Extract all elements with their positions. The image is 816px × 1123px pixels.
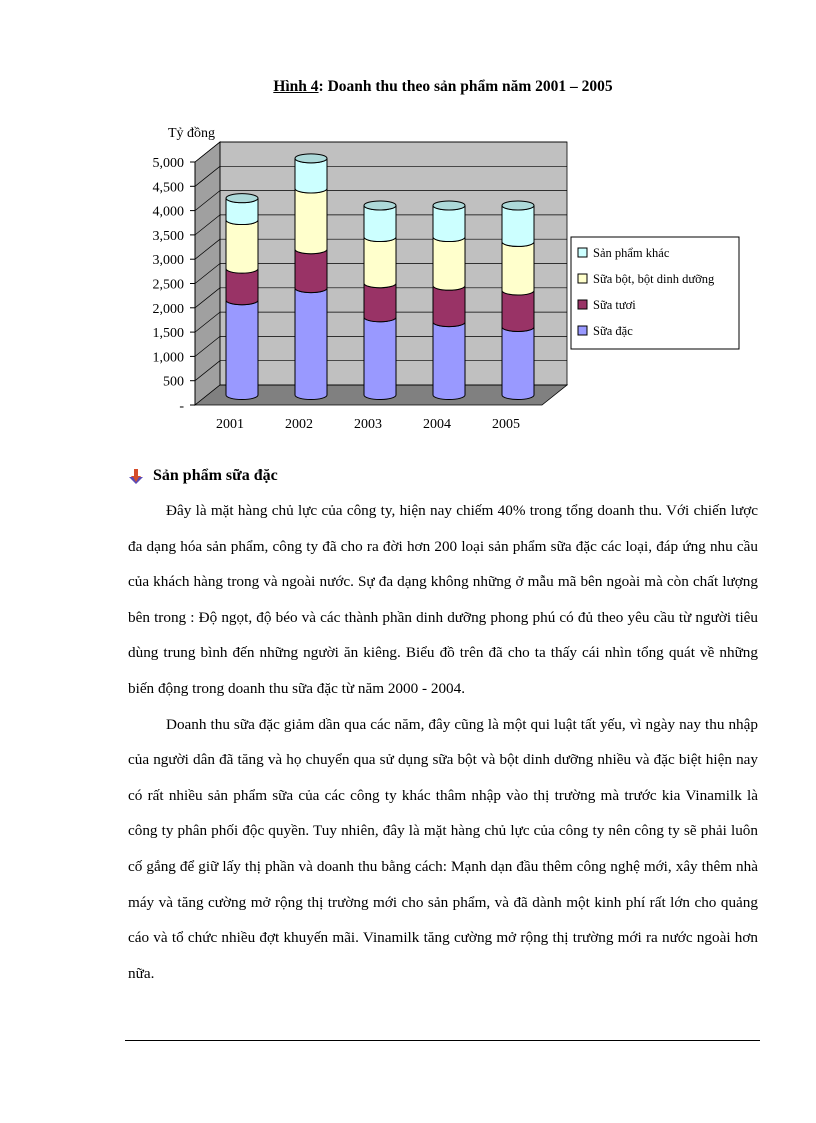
y-tick-label: 4,000	[152, 204, 184, 220]
bar-segment	[364, 205, 396, 241]
y-tick-label: 5,000	[152, 156, 184, 171]
legend	[571, 237, 739, 349]
bar-segment	[433, 286, 465, 327]
footer-rule	[125, 1040, 760, 1041]
x-tick-label: 2002	[285, 417, 313, 432]
x-tick-label: 2005	[492, 417, 520, 432]
bar-top-cap	[502, 201, 534, 210]
arrow-bullet-icon	[128, 468, 144, 484]
y-tick-label: 1,500	[152, 326, 184, 342]
legend-label: Sữa bột, bột dinh dưỡng	[593, 272, 715, 286]
legend-label: Sữa tươi	[593, 298, 636, 312]
bar-segment	[295, 188, 327, 253]
y-ticks	[153, 156, 196, 414]
legend-swatch	[578, 248, 587, 257]
y-tick-label: 3,500	[152, 228, 184, 244]
body-text	[128, 493, 758, 991]
bar-segment	[502, 291, 534, 332]
section-heading-text: Sản phẩm sữa đặc	[153, 467, 278, 484]
paragraph: Đây là mặt hàng chủ lực của công ty, hiện nay chiếm 40% trong tổng doanh thu. Với chiến lược đa dạng hóa sản phẩm, công ty đã cho ra đời hơn 200 loại sản phẩm sữa đặc các loại, đáp ứng nhu cầu của khách hàng trong và ngoài nước. Sự đa dạng không những ở mẫu mã bên ngoài mà còn chất lượng bên trong : Độ ngọt, độ béo và các thành phần dinh dưỡng phong phú có đủ theo yêu cầu từ người tiêu dùng trung bình đến những người ăn kiêng. Biểu đồ trên đã cho ta thấy cái nhìn tổng quát về những biến động trong doanh thu sữa đặc từ năm 2000 - 2004.	[128, 502, 758, 697]
legend-label: Sữa đặc	[593, 324, 633, 338]
x-ticks	[216, 417, 520, 432]
y-tick-label: -	[179, 399, 184, 414]
bar-segment	[364, 317, 396, 399]
y-tick-label: 1,000	[152, 350, 184, 366]
bar-segment	[226, 220, 258, 273]
bar-segment	[433, 205, 465, 241]
bar-top-cap	[226, 194, 258, 203]
bar-top-cap	[295, 154, 327, 163]
legend-label: Sản phẩm khác	[593, 246, 670, 260]
figure-title-rest: : Doanh thu theo sản phẩm năm 2001 – 2005	[318, 78, 613, 95]
bar-top-cap	[433, 201, 465, 210]
x-tick-label: 2001	[216, 417, 244, 432]
y-tick-label: 4,500	[152, 180, 184, 196]
bar-segment	[502, 205, 534, 246]
y-tick-label: 2,000	[152, 301, 184, 317]
bar-top-cap	[364, 201, 396, 210]
legend-swatch	[578, 326, 587, 335]
paragraph: Doanh thu sữa đặc giảm dần qua các năm, đây cũng là một qui luật tất yếu, vì ngày nay thu nhập của người dân đã tăng và họ chuyển qua sử dụng sữa bột và bột dinh dưỡng nhiều và đặc biệt hiện nay có rất nhiều sản phẩm sữa của các công ty khác thâm nhập vào thị trường mà trước kia Vinamilk là công ty phân phối độc quyền. Tuy nhiên, đây là mặt hàng chủ lực của công ty nên công ty sẽ phải luôn cố gắng để giữ lấy thị phần và doanh thu bằng cách: Mạnh dạn đầu thêm công nghệ mới, xây thêm nhà máy và tăng cường mở rộng thị trường mới cho sản phẩm, và đã dành một kinh phí rất lớn cho quảng cáo và tổ chức nhiều đợt khuyến mãi. Vinamilk tăng cường mở rộng thị trường mới ra nước ngoài hơn nữa.	[128, 715, 758, 982]
bar-segment	[364, 283, 396, 322]
y-tick-label: 2,500	[152, 277, 184, 293]
bar-segment	[295, 158, 327, 193]
x-tick-label: 2004	[423, 417, 451, 432]
bar-segment	[226, 269, 258, 305]
figure-title-lead: Hình 4	[273, 78, 319, 95]
bar-segment	[226, 300, 258, 399]
legend-swatch	[578, 300, 587, 309]
y-tick-label: 3,000	[152, 253, 184, 269]
bar-segment	[433, 322, 465, 399]
legend-swatch	[578, 274, 587, 283]
revenue-chart	[0, 0, 816, 450]
section-heading	[128, 467, 278, 485]
bar-segment	[295, 288, 327, 399]
bar-segment	[364, 237, 396, 288]
bar-segment	[502, 242, 534, 295]
y-axis-label: Tỷ đồng	[168, 126, 216, 141]
bar-segment	[295, 249, 327, 292]
bar-segment	[433, 237, 465, 290]
bar-segment	[502, 327, 534, 400]
x-tick-label: 2003	[354, 417, 382, 432]
y-tick-label: 500	[163, 374, 184, 390]
